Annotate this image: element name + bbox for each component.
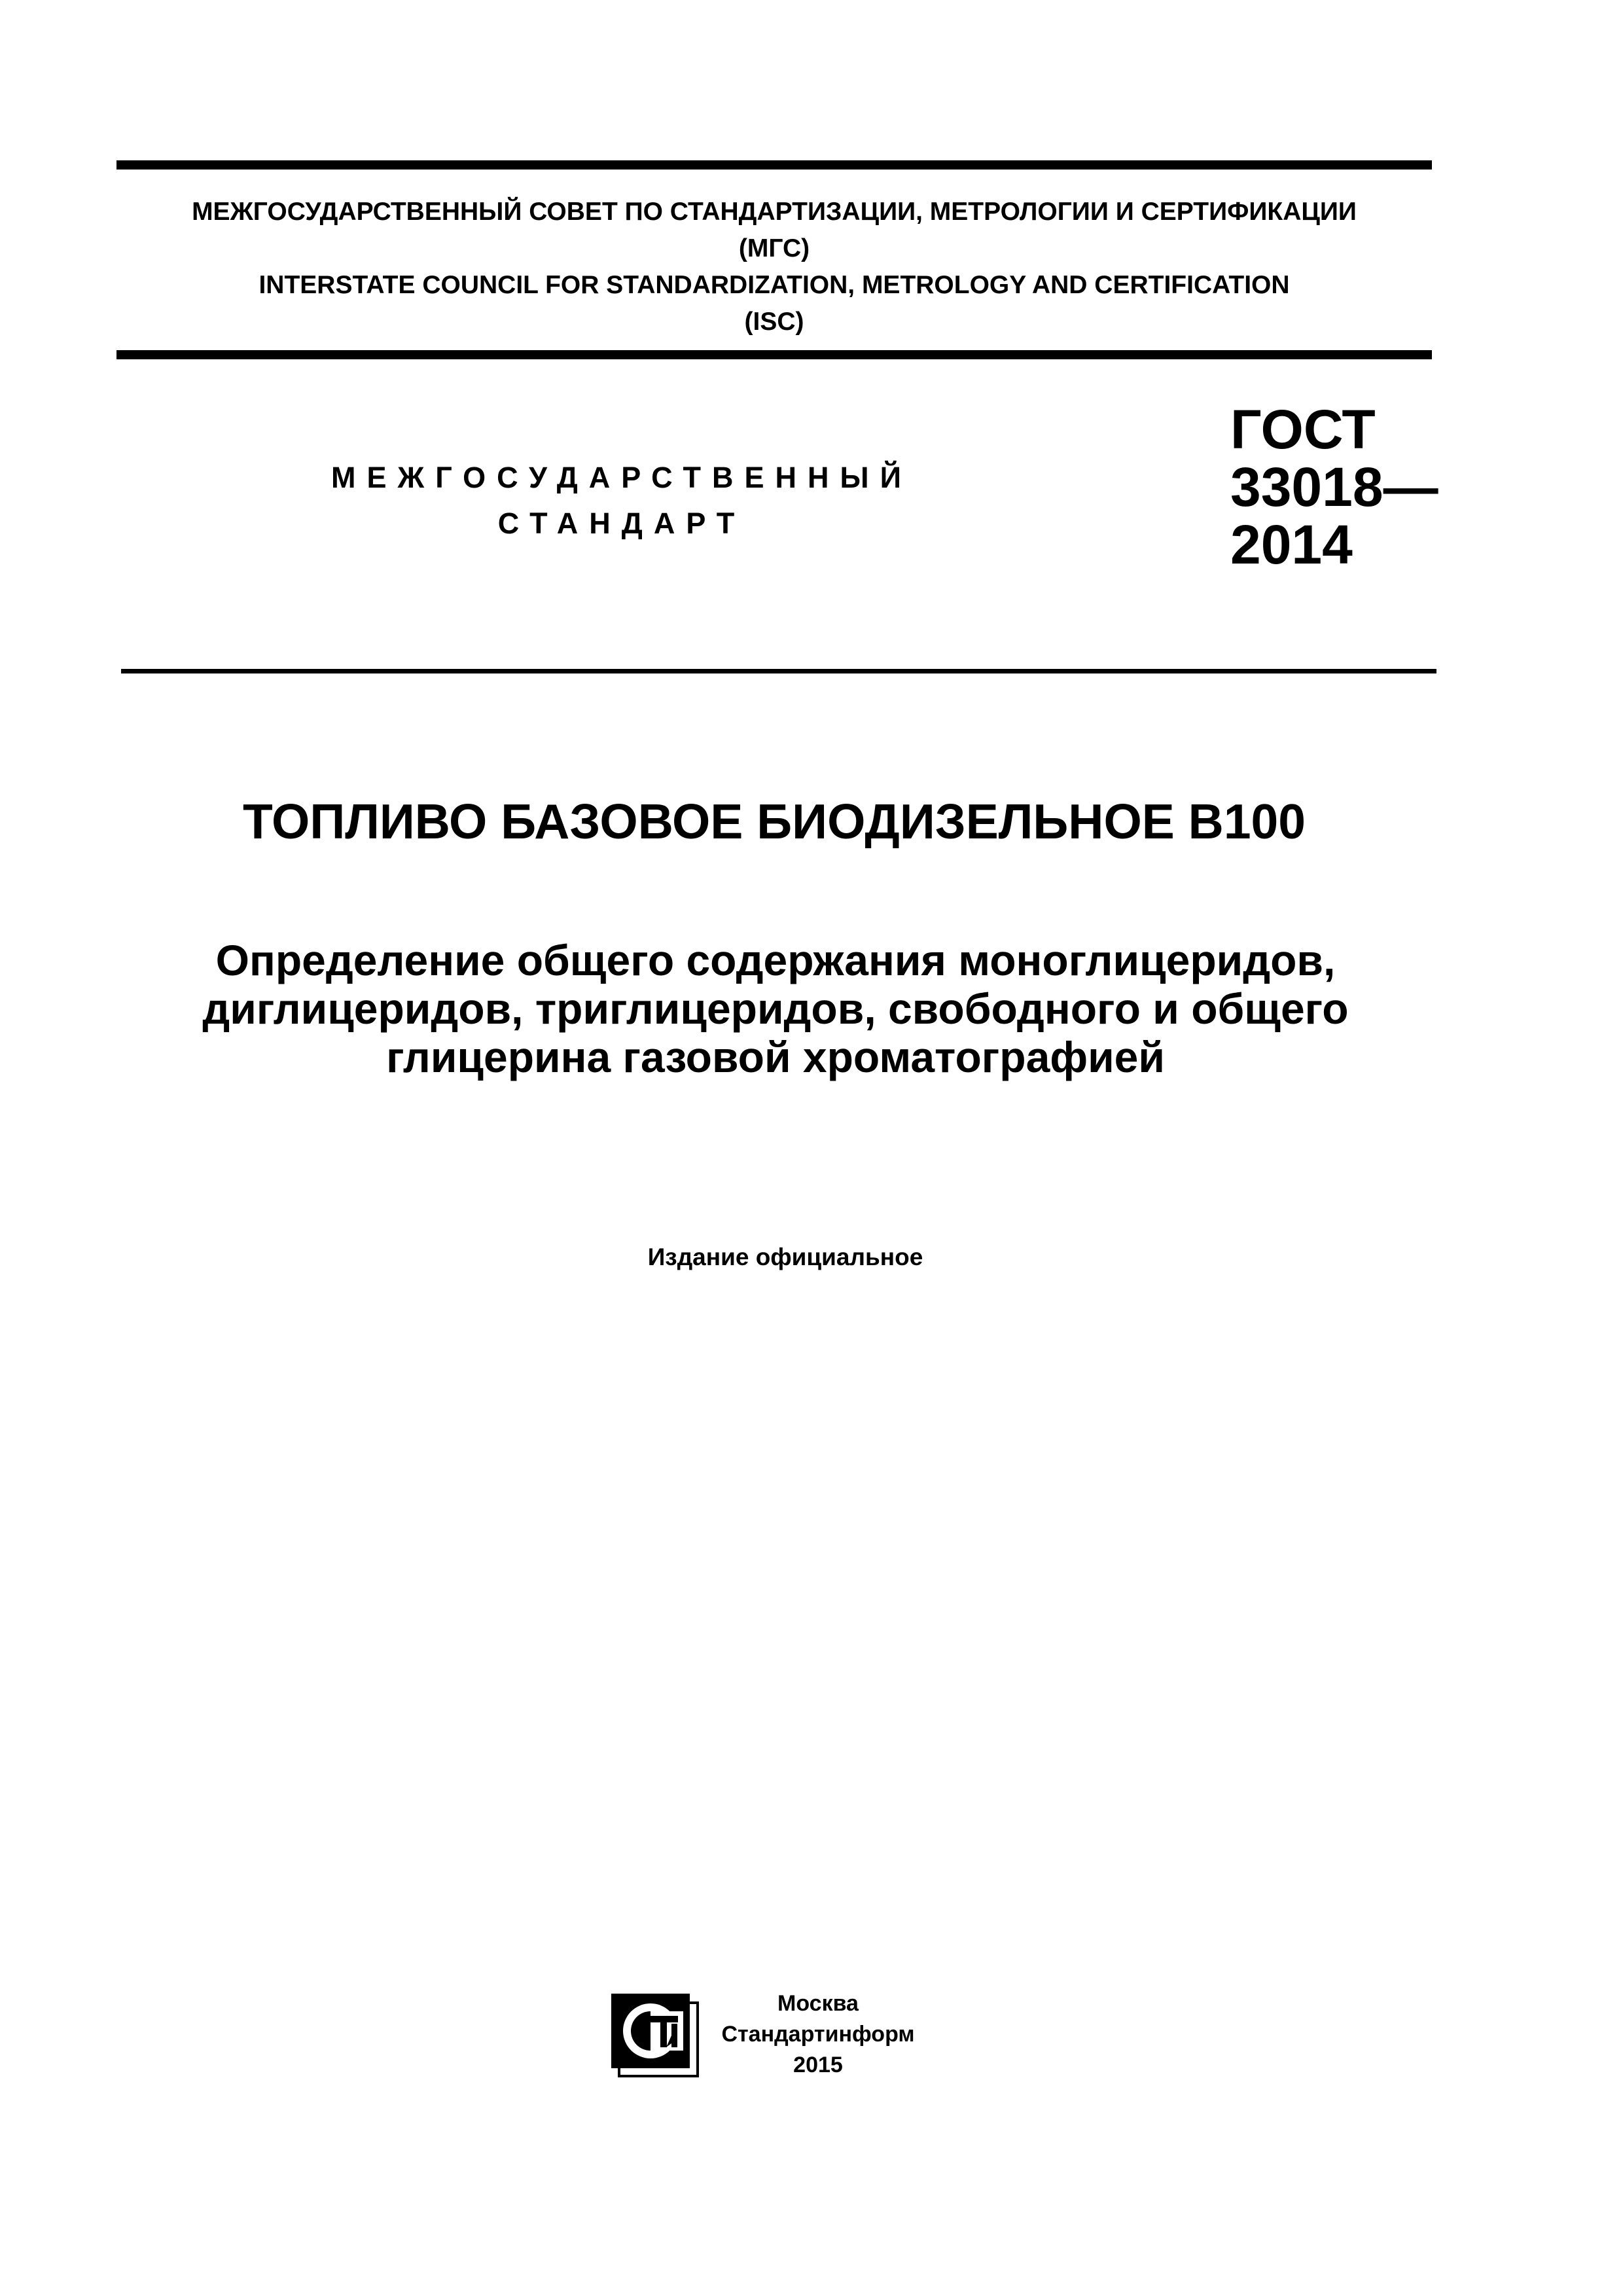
subtitle-line-3: глицерина газовой хроматографией bbox=[386, 1033, 1165, 1081]
council-header bbox=[116, 194, 1432, 340]
document-subtitle bbox=[98, 936, 1453, 1081]
council-abbr-en: (ISC) bbox=[744, 308, 804, 336]
council-abbr-ru: (МГС) bbox=[738, 234, 810, 262]
edition-label: Издание официальное bbox=[647, 1244, 923, 1270]
subtitle-line-1: Определение общего содержания моноглицеридов, bbox=[215, 936, 1336, 984]
publisher-name: Стандартинформ bbox=[721, 2022, 915, 2047]
designation-year: 2014 bbox=[1230, 514, 1353, 575]
council-name-en: INTERSTATE COUNCIL FOR STANDARDIZATION, METROLOGY AND CERTIFICATION bbox=[259, 271, 1290, 299]
council-rule bbox=[116, 350, 1432, 359]
document-title: ТОПЛИВО БАЗОВОЕ БИОДИЗЕЛЬНОЕ В100 bbox=[243, 794, 1306, 849]
designation-number: 33018— bbox=[1230, 456, 1438, 518]
publisher-city: Москва bbox=[777, 1991, 859, 2016]
publisher-imprint bbox=[720, 1988, 916, 2081]
council-name-ru: МЕЖГОСУДАРСТВЕННЫЙ СОВЕТ ПО СТАНДАРТИЗАЦИИ, МЕТРОЛОГИИ И СЕРТИФИКАЦИИ bbox=[192, 198, 1357, 226]
standard-kind-line-1: МЕЖГОСУДАРСТВЕННЫЙ bbox=[331, 461, 912, 494]
top-rule bbox=[116, 160, 1432, 170]
standartinform-logo-icon bbox=[609, 1990, 707, 2081]
section-rule bbox=[121, 669, 1436, 673]
standard-kind-line-2: СТАНДАРТ bbox=[497, 507, 746, 540]
publication-year: 2015 bbox=[793, 2053, 843, 2077]
subtitle-line-2: диглицеридов, триглицеридов, свободного и общего bbox=[202, 984, 1349, 1033]
designation-prefix: ГОСТ bbox=[1230, 399, 1376, 460]
standard-kind bbox=[262, 455, 982, 547]
standard-designation bbox=[1230, 399, 1438, 575]
